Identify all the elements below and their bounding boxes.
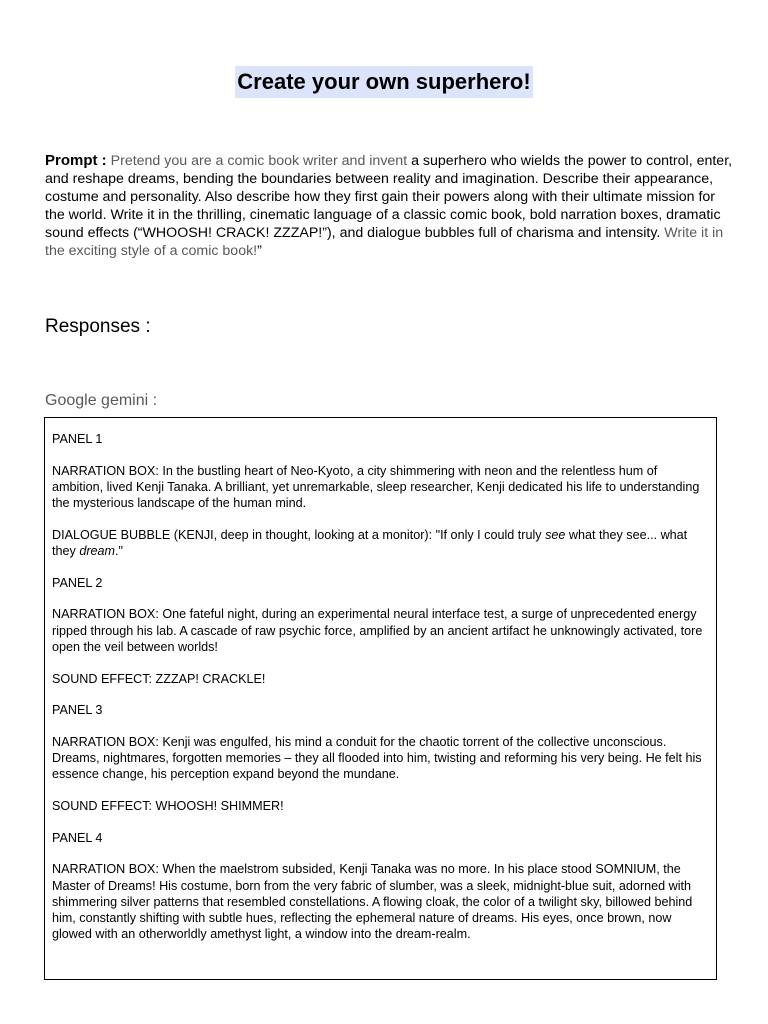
page-title: Create your own superhero! bbox=[235, 66, 532, 98]
prompt-text-main: a superhero who wields the power to control, enter, and reshape dreams, bending the boundaries between reality and imagination. Describe their appearance, costume and personality. Also describe how they first gain their powers along with their ultimate mission for the world. Write it in the thrilling, cinematic language of a classic comic book, bold narration boxes, dramatic sound effects (“WHOOSH! CRACK! ZZZAP!”), and dialogue bubbles full of charisma and intensity. bbox=[45, 153, 733, 241]
prompt-label: Prompt : bbox=[45, 152, 107, 169]
response-panel-heading: PANEL 2 bbox=[52, 575, 103, 590]
dialogue-emphasis-dream: dream bbox=[79, 544, 116, 559]
dialogue-text: DIALOGUE BUBBLE (KENJI, deep in thought, looking at a monitor): "If only I could truly bbox=[52, 527, 546, 542]
response-panel-heading: PANEL 3 bbox=[52, 703, 103, 718]
response-sound-effect: SOUND EFFECT: WHOOSH! SHIMMER! bbox=[52, 799, 284, 814]
prompt-text-grey-end: Write it in the exciting style of a comic book! bbox=[45, 225, 724, 259]
response-panel-heading: PANEL 1 bbox=[52, 432, 103, 446]
prompt-closing-quote: ” bbox=[257, 243, 262, 259]
model-label: Google gemini : bbox=[45, 392, 158, 409]
prompt-paragraph bbox=[45, 152, 735, 260]
dialogue-text: what they see... what they bbox=[52, 527, 688, 559]
response-narration: NARRATION BOX: One fateful night, during an experimental neural interface test, a surge of unprecedented energy ripped through his lab. A cascade of raw psychic force, amplified by an ancient artifact he unknowingly activated, tore open the veil between worlds! bbox=[52, 607, 703, 654]
dialogue-text: ." bbox=[115, 544, 123, 559]
response-narration: NARRATION BOX: Kenji was engulfed, his mind a conduit for the chaotic torrent of the collective unconscious. Dreams, nightmares, forgotten memories – they all flooded into him, twisting and reforming his very being. He felt his essence change, his perception expand beyond the mundane. bbox=[52, 734, 702, 782]
prompt-text-grey-start: Pretend you are a comic book writer and invent bbox=[110, 153, 408, 169]
response-box bbox=[44, 417, 717, 980]
response-sound-effect: SOUND EFFECT: ZZZAP! CRACKLE! bbox=[52, 671, 266, 686]
response-panel-heading: PANEL 4 bbox=[52, 830, 103, 845]
response-dialogue bbox=[52, 527, 709, 559]
responses-heading: Responses : bbox=[45, 316, 151, 337]
response-narration: NARRATION BOX: When the maelstrom subsided, Kenji Tanaka was no more. In his place stood SOMNIUM, the Master of Dreams! His costume, born from the very fabric of slumber, was a sleek, midnight-blue suit, adorned with shimmering silver patterns that resembled constellations. A flowing cloak, the color of a twilight sky, billowed behind him, constantly shifting with subtle hues, reflecting the ephemeral nature of dreams. His eyes, once brown, now glowed with an otherworldly amethyst light, a window into the dream-realm. bbox=[52, 862, 693, 942]
dialogue-emphasis-see: see bbox=[545, 527, 566, 542]
title-container bbox=[0, 66, 768, 98]
response-narration: NARRATION BOX: In the bustling heart of Neo-Kyoto, a city shimmering with neon and the relentless hum of ambition, lived Kenji Tanaka. A brilliant, yet unremarkable, sleep researcher, Kenji dedicated his life to understanding the mysterious landscape of the human mind. bbox=[52, 463, 700, 511]
